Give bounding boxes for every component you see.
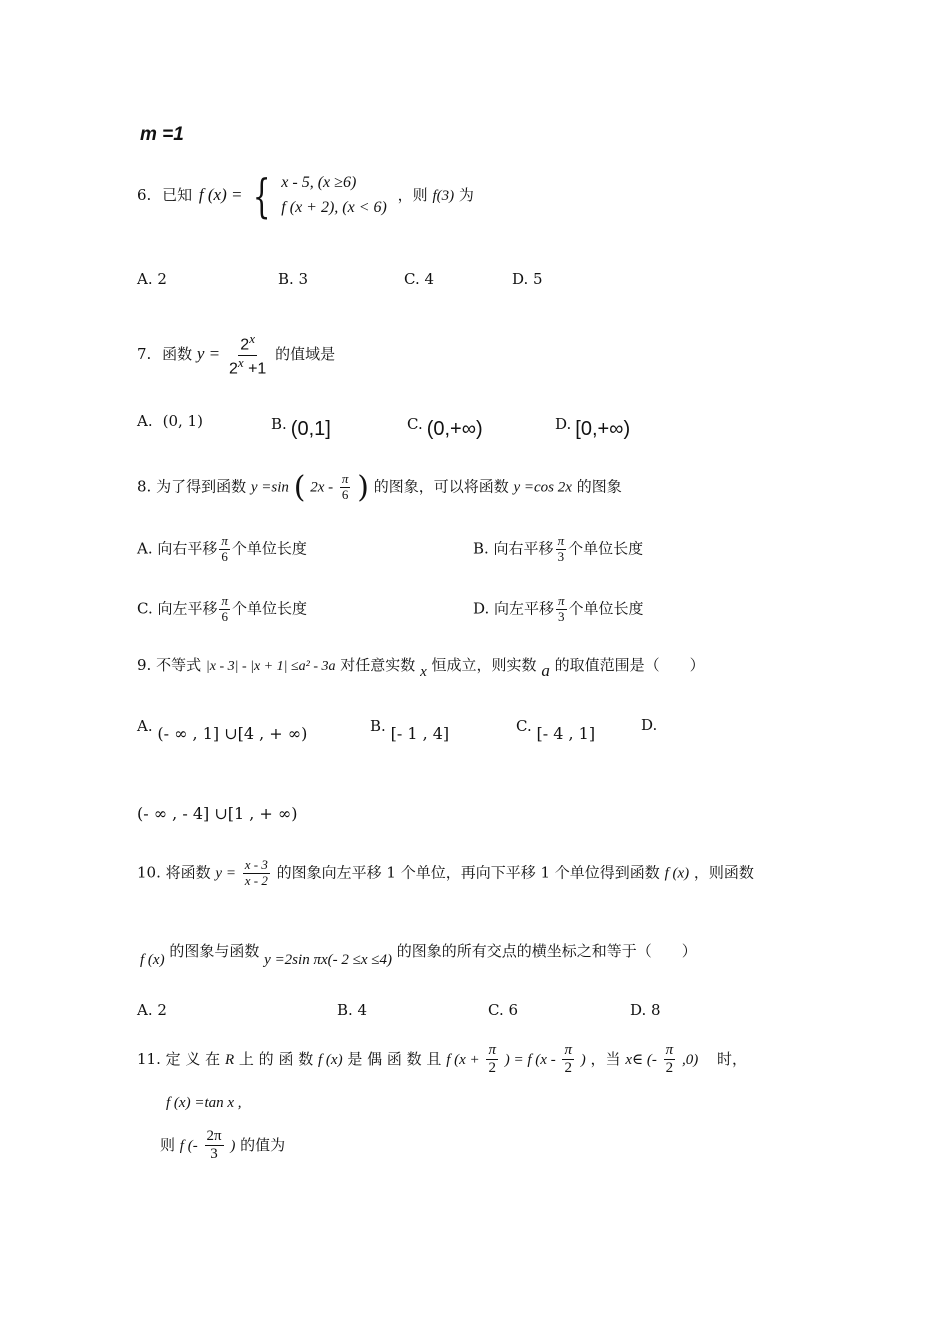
q11-line3-tail: 的值为	[240, 1135, 286, 1154]
q11-frac-1: $\frac{\pi}{2}$	[488, 1042, 496, 1077]
q11-frac-2: $\frac{\pi}{2}$	[564, 1042, 572, 1077]
m-equation: m =1	[140, 124, 184, 145]
q9-tail: 的取值范围是（ ）	[554, 656, 705, 674]
q8-lead: 8. 为了得到函数	[137, 477, 247, 496]
q6-option-b: B. 3	[278, 270, 309, 288]
q9-option-b: B. [- 1 , 4]	[370, 717, 450, 743]
q8-option-d: D. 向左平移 $\frac{\pi}{3}$ 个单位长度	[473, 593, 644, 624]
q6-option-a: A. 2	[137, 270, 167, 288]
q7-option-c: C. (0,+∞)	[407, 415, 483, 440]
q10-option-d: D. 8	[630, 1001, 661, 1019]
q6-tail-prefix: ，则	[397, 185, 428, 204]
q7-frac-numerator: 2$^x$	[238, 332, 257, 356]
q7-y: y =	[196, 344, 221, 364]
q11-frac-3: $\frac{\pi}{2}$	[665, 1042, 674, 1077]
q11-mid2: 是 偶 函 数 且	[347, 1049, 442, 1068]
q10-fraction: $\frac{x - 3}{x - 2}$	[244, 857, 268, 888]
q11-eq-right: )	[580, 1051, 586, 1068]
q8-paren-close: )	[357, 470, 369, 505]
q8-func1-frac: $\frac{\pi}{6}$	[341, 471, 349, 502]
q11-line3-lead: 则	[160, 1135, 176, 1154]
question-6	[137, 168, 474, 223]
q9-option-c: C. [- 4 , 1]	[516, 717, 596, 743]
q9-option-d-label: D.	[641, 716, 658, 734]
q6-tail-fx: f(3)	[432, 187, 455, 204]
q8-middle: 的图象，可以将函数	[373, 477, 509, 496]
q6-option-d: D. 5	[512, 270, 543, 288]
q11-line2: f (x) =tan x ,	[166, 1095, 242, 1111]
q7-option-a: A. (0, 1)	[137, 412, 203, 430]
question-11-line3	[160, 1128, 285, 1164]
q9-var-a: a	[541, 661, 550, 680]
q9-option-d-value: (- ∞ , - 4] ∪[1 , + ∞)	[137, 804, 298, 823]
q10-line2-fx: f (x)	[140, 952, 165, 968]
q10-option-b: B. 4	[337, 1001, 368, 1019]
q6-number: 6.	[137, 185, 152, 204]
q8-func2: y =cos 2x	[513, 479, 572, 496]
q11-line3-close: )	[230, 1137, 236, 1154]
question-8	[137, 470, 622, 505]
q6-brace: {	[253, 168, 271, 223]
q10-lead: 10. 将函数	[137, 863, 211, 882]
q7-fraction	[227, 332, 268, 378]
question-7	[137, 332, 335, 378]
q6-case-1: x - 5, (x ≥6)	[281, 174, 357, 191]
q8-func1-a: y =sin	[250, 479, 289, 496]
q6-option-c: C. 4	[404, 270, 435, 288]
q6-cases	[281, 171, 387, 221]
q10-line2-mid: 的图象与函数	[169, 942, 260, 960]
q8-func1-b: 2x -	[310, 479, 334, 496]
q11-line3-frac: $\frac{2\pi}{3}$	[206, 1128, 222, 1163]
q11-R: R	[224, 1051, 235, 1068]
q7-tail: 的值域是	[275, 345, 336, 364]
q6-lead: 已知	[162, 185, 193, 204]
question-11	[137, 1042, 747, 1078]
q7-option-b: B. (0,1]	[271, 415, 331, 440]
q6-fx: f (x) =	[198, 184, 243, 204]
q10-option-a: A. 2	[137, 1001, 167, 1019]
q10-line2-func: y =2sin πx(- 2 ≤x ≤4)	[264, 952, 392, 968]
q9-option-a: A. (- ∞ , 1] ∪[4 , + ∞)	[137, 717, 308, 743]
q11-fx: f (x)	[318, 1051, 343, 1068]
q8-paren-open: (	[293, 470, 306, 505]
q6-tail-suffix: 为	[458, 185, 474, 204]
q6-case-2: f (x + 2), (x < 6)	[281, 198, 387, 216]
q11-shi: 时，	[716, 1049, 747, 1068]
q11-interval-tail: ,0)	[681, 1051, 699, 1068]
question-10	[137, 858, 754, 889]
q7-option-d: D. [0,+∞)	[555, 415, 631, 440]
q7-lead: 函数	[162, 345, 193, 364]
q10-tail: ，则函数	[693, 863, 754, 882]
q9-inequality: |x - 3| - |x + 1| ≤a² - 3a	[205, 659, 336, 674]
q11-lead: 11. 定 义 在	[137, 1049, 221, 1068]
question-9	[137, 654, 705, 680]
q9-var-x: x	[420, 664, 427, 680]
q8-option-a: A. 向右平移 $\frac{\pi}{6}$ 个单位长度	[137, 533, 307, 564]
q11-line3-f: f (-	[179, 1137, 198, 1154]
q7-number: 7.	[137, 345, 152, 364]
q7-frac-denominator: $2^x +1$	[228, 354, 267, 378]
q9-lead: 9. 不等式	[137, 656, 202, 674]
q11-eq-mid: ) = f (x -	[504, 1051, 556, 1068]
q11-when: ，当	[590, 1049, 621, 1068]
q10-mid: 的图象向左平移 1 个单位，再向下平移 1 个单位得到函数	[276, 863, 660, 882]
q10-y: y =	[215, 865, 236, 882]
q8-option-c: C. 向左平移 $\frac{\pi}{6}$ 个单位长度	[137, 593, 308, 624]
q10-fx: f (x)	[664, 865, 690, 882]
question-10-line2	[140, 940, 697, 968]
q9-mid1: 对任意实数	[340, 656, 416, 674]
q10-option-c: C. 6	[488, 1001, 519, 1019]
q11-mid1: 上 的 函 数	[238, 1049, 314, 1068]
q11-eq-left: f (x +	[446, 1051, 480, 1068]
q11-x-in: x∈ (-	[625, 1051, 657, 1068]
q8-option-b: B. 向右平移 $\frac{\pi}{3}$ 个单位长度	[473, 533, 644, 564]
q10-line2-tail: 的图象的所有交点的横坐标之和等于（ ）	[396, 942, 697, 960]
q8-tail: 的图象	[576, 477, 622, 496]
q9-mid2: 恒成立，则实数	[431, 656, 537, 674]
